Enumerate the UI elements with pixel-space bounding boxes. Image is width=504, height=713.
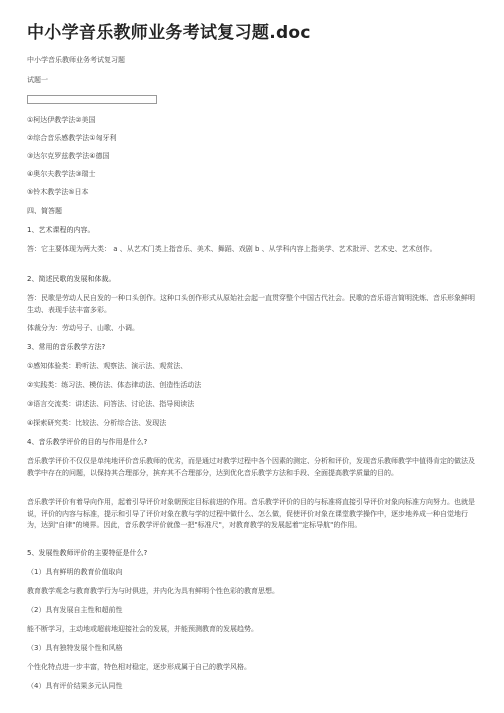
method-item: ③语言交流类：讲述法、问答法、讨论法、指导阅读法 bbox=[27, 400, 195, 408]
option-item: ①柯达伊教学法②美国 bbox=[27, 116, 96, 124]
question-3: 3、常用的音乐教学方法? bbox=[27, 343, 106, 351]
option-item: ②综合音乐感教学法①匈牙利 bbox=[27, 134, 117, 142]
document-title: 中小学音乐教师业务考试复习题.doc bbox=[27, 23, 311, 43]
method-item: ④探索研究类：比较法、分析综合法、发现法 bbox=[27, 419, 167, 427]
feature-heading: （4）具有评价结果多元认同性 bbox=[27, 682, 123, 690]
document-subtitle: 中小学音乐教师业务考试复习题 bbox=[27, 56, 125, 64]
question-2: 2、简述民歌的发展和体裁。 bbox=[27, 275, 116, 283]
question-5: 5、发展性教师评价的主要特征是什么? bbox=[27, 549, 148, 557]
method-item: ②实践类：练习法、模仿法、体态律动法、创造性活动法 bbox=[27, 381, 202, 389]
feature-text: 个性化特点进一步丰富，特色相对稳定，逐步形成属于自己的教学风格。 bbox=[27, 663, 251, 671]
option-item: ④奥尔夫教学法③瑞士 bbox=[27, 170, 96, 178]
option-item: ⑤铃木教学法⑤日本 bbox=[27, 188, 89, 196]
feature-text: 能不断学习，主动地或超前地迎接社会的发展，并能预测教育的发展趋势。 bbox=[27, 625, 258, 633]
question-1: 1、艺术课程的内容。 bbox=[27, 226, 95, 234]
answer-2: 答：民歌是劳动人民自发的一种口头创作。这种口头创作形式从原始社会起一直贯穿整个中国古代社会。民歌的音乐语言简明洗炼、音乐形象鲜明生动、表现手法丰富多彩。 bbox=[27, 294, 475, 314]
section-heading-1: 试题一 bbox=[27, 76, 48, 84]
answer-4-part-1: 音乐教学评价不仅仅是单纯地评价音乐教师的优劣，而是通过对教学过程中各个因素的测定、分析和评价，发现音乐教师教学中值得肯定的做法及教学中存在的问题，以保持其合理部分，摈弃其不合理部分，达到优化音乐教学方法和手段、全面提高教学质量的目的。 bbox=[27, 457, 475, 477]
feature-heading: （3）具有独特发展个性和风格 bbox=[27, 644, 123, 652]
answer-2-genres: 体裁分为：劳动号子、山歌、小调。 bbox=[27, 324, 139, 332]
feature-heading: （1）具有鲜明的教育价值取向 bbox=[27, 568, 123, 576]
section-heading-4: 四、简答题 bbox=[27, 207, 62, 215]
answer-1: 答：它主要体现为两大类： a 、从艺术门类上指音乐、美术、舞蹈、戏剧 b 、从学科内容上指美学、艺术批评、艺术史、艺术创作。 bbox=[27, 245, 437, 253]
answer-4-part-2: 音乐教学评价有着导向作用，起着引导评价对象朝预定目标前进的作用。音乐教学评价的目的与标准将直接引导评价对象向标准方向努力。也就是说，评价的内容与标准，提示和引导了评价对象在教与学的过程中做什么、怎么做，促使评价对象在课堂教学操作中，逐步地养成一种自觉地行为，达到"自律"的境界。因此，音乐教学评价就像一把"标准尺"，对教育教学的发展起着"定标导航"的作用。 bbox=[27, 498, 475, 529]
method-item: ①感知体验类：聆听法、观察法、演示法、观赏法、 bbox=[27, 362, 188, 370]
answer-input-box[interactable] bbox=[27, 95, 157, 104]
feature-heading: （2）具有发展自主性和超前性 bbox=[27, 606, 123, 614]
question-4: 4、音乐教学评价的目的与作用是什么? bbox=[27, 438, 148, 446]
feature-text: 教育教学观念与教育教学行为与时俱进，并内化为具有鲜明个性色彩的教育思想。 bbox=[27, 587, 279, 595]
option-item: ③达尔克罗兹教学法④德国 bbox=[27, 152, 110, 160]
